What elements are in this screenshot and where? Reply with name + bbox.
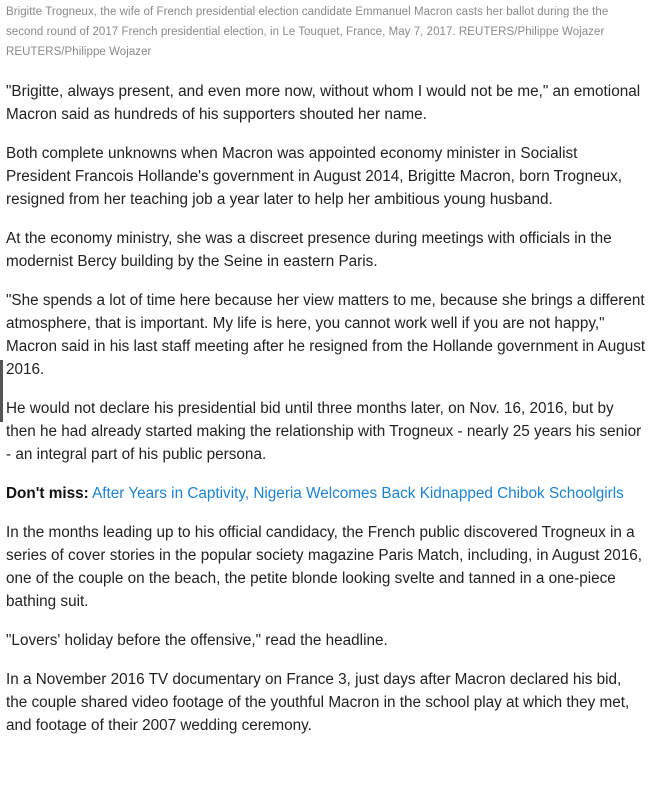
paragraph-4: "She spends a lot of time here because her view matters to me, because she brings a different atmosphere, that is important. My life is here, you cannot work well if you are not happy," Macron said in his last staff meeting after he resigned from the Hollande government in August 2016.: [6, 292, 646, 378]
paragraph-3: At the economy ministry, she was a discreet presence during meetings with officials in the modernist Bercy building by the Seine in eastern Paris.: [6, 230, 612, 270]
photo-caption: Brigitte Trogneux, the wife of French presidential election candidate Emmanuel Macron casts her ballot during the the second round of 2017 French presidential election, in Le Touquet, France, May 7, 2017. REUTERS/Philippe Wojazer REUTERS/Philippe Wojazer: [6, 6, 609, 58]
dont-miss: [6, 482, 646, 505]
dont-miss-label: Don't miss:: [6, 485, 89, 502]
paragraph-5: He would not declare his presidential bid until three months later, on Nov. 16, 2016, but by then he had already started making the relationship with Trogneux - nearly 25 years his senior - an integral part of his public persona.: [6, 400, 642, 463]
paragraph-6: In the months leading up to his official candidacy, the French public discovered Trogneux in a series of cover stories in the popular society magazine Paris Match, including, in August 2016, one of the couple on the beach, the petite blonde looking svelte and tanned in a one-piece bathing suit.: [6, 524, 643, 610]
paragraph-8: In a November 2016 TV documentary on France 3, just days after Macron declared his bid, the couple shared video footage of the youthful Macron in the school play at which they met, and footage of their 2007 wedding ceremony.: [6, 671, 630, 734]
paragraph-2: Both complete unknowns when Macron was appointed economy minister in Socialist President Francois Hollande's government in August 2014, Brigitte Macron, born Trogneux, resigned from her teaching job a year later to help her ambitious young husband.: [6, 145, 622, 208]
dont-miss-link[interactable]: After Years in Captivity, Nigeria Welcomes Back Kidnapped Chibok Schoolgirls: [92, 485, 624, 502]
scroll-edge-marker: [0, 360, 3, 422]
article-body: [6, 0, 646, 737]
paragraph-1: "Brigitte, always present, and even more now, without whom I would not be me," an emotional Macron said as hundreds of his supporters shouted her name.: [6, 83, 641, 123]
paragraph-7: "Lovers' holiday before the offensive," read the headline.: [6, 632, 388, 649]
